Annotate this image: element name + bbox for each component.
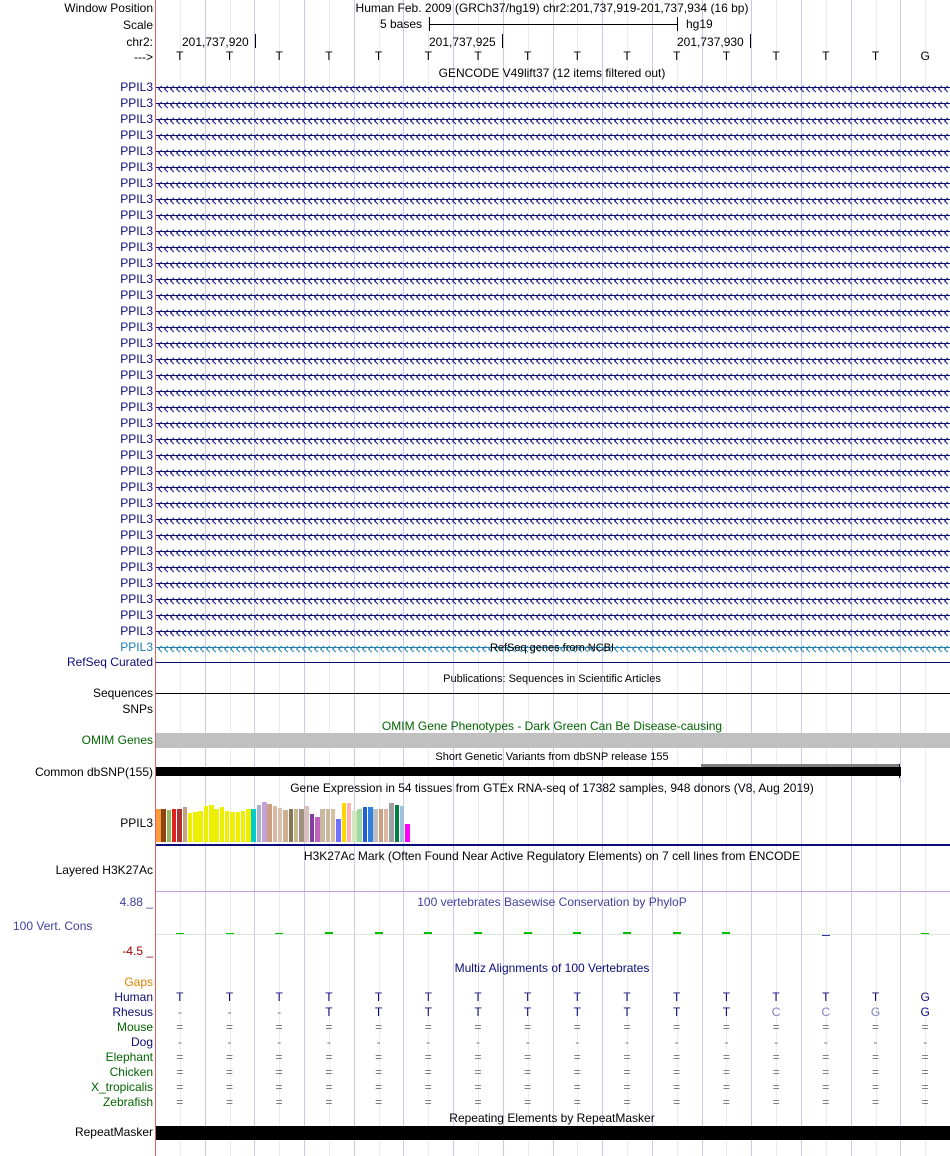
gencode-transcript[interactable] — [156, 199, 950, 200]
gencode-transcript[interactable] — [156, 119, 950, 120]
gtex-track-label[interactable]: PPIL3 — [120, 816, 153, 830]
gridline — [652, 0, 653, 1156]
gtex-track-title: Gene Expression in 54 tissues from GTEx RNA-seq of 17382 samples, 948 donors (V8, Aug 2019) — [290, 781, 814, 795]
omim-track-title: OMIM Gene Phenotypes - Dark Green Can Be Disease-causing — [382, 719, 722, 733]
gencode-item-label[interactable]: PPIL3 — [120, 128, 153, 142]
scale-label: Scale — [123, 18, 153, 32]
gencode-item-label[interactable]: PPIL3 — [120, 272, 153, 286]
sequence-base: T — [226, 49, 233, 63]
h3k27ac-track-title: H3K27Ac Mark (Often Found Near Active Regulatory Elements) on 7 cell lines from ENCODE — [304, 849, 800, 863]
gridline — [801, 0, 802, 1156]
gencode-transcript[interactable] — [156, 279, 950, 280]
gencode-item-label[interactable]: PPIL3 — [120, 608, 153, 622]
refseq-track-title: RefSeq genes from NCBI — [490, 641, 614, 655]
gencode-transcript[interactable] — [156, 247, 950, 248]
gencode-item-label[interactable]: PPIL3 — [120, 432, 153, 446]
h3k27ac-track-label[interactable]: Layered H3K27Ac — [56, 863, 153, 877]
gridline — [553, 0, 554, 1156]
multiz-base: T — [425, 990, 432, 1004]
coordinate-label: 201,737,925 — [429, 35, 496, 49]
sequence-base: T — [772, 49, 779, 63]
phylop-track-label[interactable]: 100 Vert. Cons — [13, 919, 92, 933]
sequence-base: T — [623, 49, 630, 63]
sequence-base: T — [375, 49, 382, 63]
gencode-item-label[interactable]: PPIL3 — [120, 320, 153, 334]
sequence-base: T — [276, 49, 283, 63]
gridline — [751, 0, 752, 1156]
multiz-base: T — [325, 990, 332, 1004]
assembly-position-text: Human Feb. 2009 (GRCh37/hg19) chr2:201,737,919-201,737,934 (16 bp) — [356, 1, 749, 15]
gencode-item-label[interactable]: PPIL3 — [120, 224, 153, 238]
gencode-transcript[interactable] — [156, 183, 950, 184]
coordinate-tick — [750, 34, 751, 48]
sequence-base: T — [673, 49, 680, 63]
gencode-item-label[interactable]: PPIL3 — [120, 624, 153, 638]
gencode-transcript[interactable] — [156, 231, 950, 232]
gencode-item-label[interactable]: PPIL3 — [120, 192, 153, 206]
multiz-track-title: Multiz Alignments of 100 Vertebrates — [455, 961, 650, 975]
gridline — [180, 0, 181, 1156]
gencode-item-label[interactable]: PPIL3 — [120, 96, 153, 110]
gridline — [453, 0, 454, 1156]
multiz-base: T — [524, 990, 531, 1004]
coordinate-tick — [255, 34, 256, 48]
gridline — [876, 0, 877, 1156]
gencode-item-label[interactable]: PPIL3 — [120, 640, 153, 654]
sequence-base: T — [176, 49, 183, 63]
gencode-item-label[interactable]: PPIL3 — [120, 448, 153, 462]
gencode-item-label[interactable]: PPIL3 — [120, 416, 153, 430]
gencode-track-title: GENCODE V49lift37 (12 items filtered out) — [439, 66, 666, 80]
sequence-base: T — [822, 49, 829, 63]
coordinate-label: 201,737,930 — [677, 35, 744, 49]
sequence-base: T — [325, 49, 332, 63]
gridline — [900, 0, 901, 1156]
gencode-item-label[interactable]: PPIL3 — [120, 208, 153, 222]
gridline — [503, 0, 504, 1156]
gencode-item-label[interactable]: PPIL3 — [120, 256, 153, 270]
gencode-item-label[interactable]: PPIL3 — [120, 144, 153, 158]
dbsnp-track-label[interactable]: Common dbSNP(155) — [35, 765, 153, 779]
gridline — [354, 0, 355, 1156]
gridline — [577, 0, 578, 1156]
gencode-transcript[interactable] — [156, 167, 950, 168]
gencode-item-label[interactable]: PPIL3 — [120, 176, 153, 190]
gencode-item-label[interactable]: PPIL3 — [120, 544, 153, 558]
gencode-transcript[interactable] — [156, 151, 950, 152]
gencode-item-label[interactable]: PPIL3 — [120, 112, 153, 126]
gencode-item-label[interactable]: PPIL3 — [120, 288, 153, 302]
gencode-item-label[interactable]: PPIL3 — [120, 160, 153, 174]
gridline — [677, 0, 678, 1156]
gencode-transcript[interactable] — [156, 327, 950, 328]
gencode-item-label[interactable]: PPIL3 — [120, 384, 153, 398]
gencode-item-label[interactable]: PPIL3 — [120, 336, 153, 350]
multiz-gaps-label[interactable]: Gaps — [124, 975, 153, 989]
gridline — [528, 0, 529, 1156]
gridline — [602, 0, 603, 1156]
gencode-transcript[interactable] — [156, 263, 950, 264]
phylop-max-label: 4.88 _ — [120, 895, 153, 909]
sequence-base: T — [723, 49, 730, 63]
coordinate-tick — [502, 34, 503, 48]
scale-assembly: hg19 — [686, 17, 713, 31]
strand-label: ---> — [134, 50, 153, 64]
gencode-item-label[interactable]: PPIL3 — [120, 400, 153, 414]
scale-bar — [429, 24, 678, 25]
sequence-base: T — [474, 49, 481, 63]
gridline — [304, 0, 305, 1156]
sequence-base: T — [524, 49, 531, 63]
gencode-transcript[interactable] — [156, 311, 950, 312]
dbsnp-track-title: Short Genetic Variants from dbSNP release 155 — [435, 750, 668, 764]
gridline — [279, 0, 280, 1156]
gencode-transcript[interactable] — [156, 87, 950, 88]
multiz-base: T — [623, 990, 630, 1004]
snps-track-label[interactable]: SNPs — [122, 702, 153, 716]
multiz-base: T — [276, 990, 283, 1004]
gridline — [478, 0, 479, 1156]
gencode-item-label[interactable]: PPIL3 — [120, 592, 153, 606]
gridline — [627, 0, 628, 1156]
gridline — [702, 0, 703, 1156]
gencode-transcript[interactable] — [156, 135, 950, 136]
gencode-item-label[interactable]: PPIL3 — [120, 80, 153, 94]
gridline — [726, 0, 727, 1156]
gridline — [851, 0, 852, 1156]
gencode-item-label[interactable]: PPIL3 — [120, 480, 153, 494]
multiz-species-label[interactable]: Human — [114, 990, 153, 1004]
gridline — [254, 0, 255, 1156]
gencode-item-label[interactable]: PPIL3 — [120, 304, 153, 318]
gencode-item-label[interactable]: PPIL3 — [120, 512, 153, 526]
scale-bar-right-tick — [677, 17, 678, 31]
gencode-item-label[interactable]: PPIL3 — [120, 576, 153, 590]
gencode-item-label[interactable]: PPIL3 — [120, 496, 153, 510]
refseq-track-label[interactable]: RefSeq Curated — [67, 655, 153, 669]
phylop-min-label: -4.5 _ — [122, 944, 153, 958]
gencode-transcript[interactable] — [156, 295, 950, 296]
gencode-item-label[interactable]: PPIL3 — [120, 240, 153, 254]
gridline — [379, 0, 380, 1156]
gencode-transcript[interactable] — [156, 215, 950, 216]
phylop-track-title: 100 vertebrates Basewise Conservation by PhyloP — [417, 895, 686, 909]
window-position-label: Window Position — [64, 1, 153, 15]
multiz-base: T — [574, 990, 581, 1004]
gridline — [925, 0, 926, 1156]
sequence-base: T — [425, 49, 432, 63]
gridline — [776, 0, 777, 1156]
multiz-base: T — [226, 990, 233, 1004]
gencode-item-label[interactable]: PPIL3 — [120, 464, 153, 478]
base-gridlines — [155, 0, 950, 1156]
gencode-item-label[interactable]: PPIL3 — [120, 560, 153, 574]
sequence-base: T — [574, 49, 581, 63]
sequence-base: G — [921, 49, 930, 63]
publications-track-title: Publications: Sequences in Scientific Articles — [443, 672, 661, 686]
gridline — [230, 0, 231, 1156]
gencode-item-label[interactable]: PPIL3 — [120, 352, 153, 366]
gridline — [428, 0, 429, 1156]
gridline — [205, 0, 206, 1156]
multiz-base: T — [176, 990, 183, 1004]
multiz-base: T — [375, 990, 382, 1004]
coordinate-label: 201,737,920 — [182, 35, 249, 49]
scale-bar-text: 5 bases — [380, 17, 422, 31]
gridline — [403, 0, 404, 1156]
gencode-item-label[interactable]: PPIL3 — [120, 368, 153, 382]
omim-track-label[interactable]: OMIM Genes — [82, 733, 153, 747]
gridline — [826, 0, 827, 1156]
sequence-base: T — [872, 49, 879, 63]
gencode-item-label[interactable]: PPIL3 — [120, 528, 153, 542]
multiz-base: T — [474, 990, 481, 1004]
gridline — [329, 0, 330, 1156]
publications-track-label[interactable]: Sequences — [93, 686, 153, 700]
gencode-transcript[interactable] — [156, 103, 950, 104]
chrom-label: chr2: — [126, 35, 153, 49]
